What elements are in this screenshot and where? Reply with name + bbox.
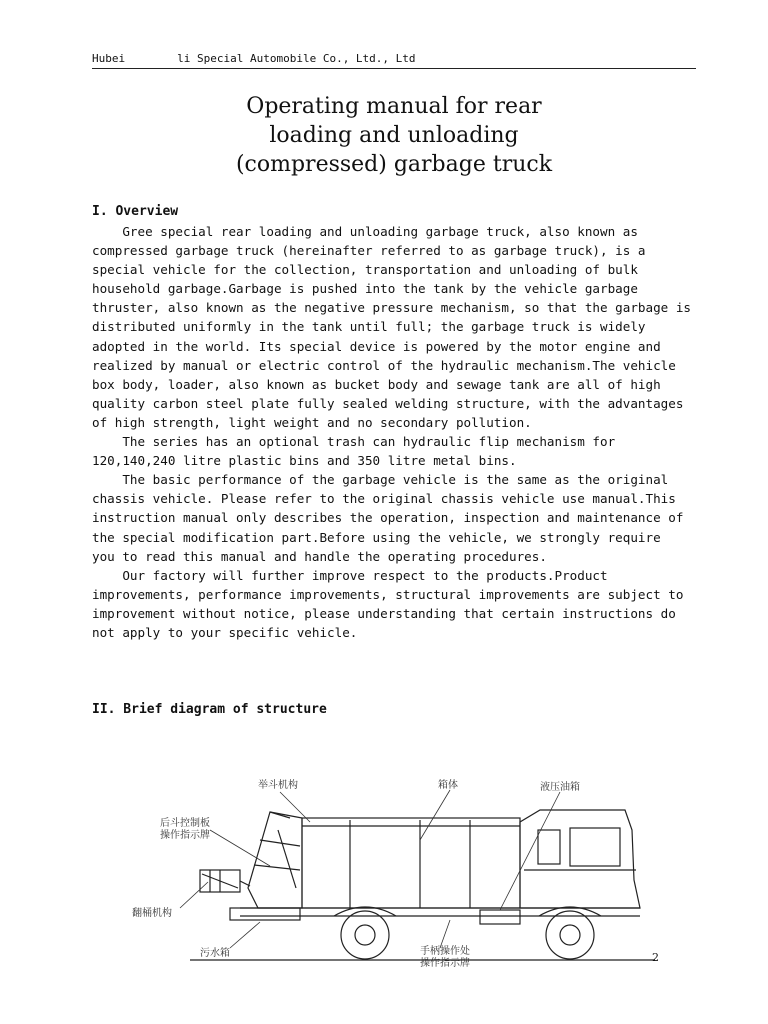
garbage-truck-diagram [120, 770, 660, 980]
body-line: The series has an optional trash can hydraulic flip mechanism for [92, 434, 616, 450]
body-line: you to read this manual and handle the operating procedures. [92, 548, 547, 564]
label-lift-mechanism: 举斗机构 [258, 780, 298, 791]
truck-line-drawing [120, 770, 660, 980]
body-line: chassis vehicle. Please refer to the original chassis vehicle use manual.This [92, 491, 676, 507]
body-line: adopted in the world. Its special device is powered by the motor engine and [92, 338, 661, 354]
document-title [92, 92, 696, 179]
rear-wheel [341, 911, 389, 959]
label-rear-control-panel: 后斗控制板 [160, 818, 210, 829]
rear-loader [248, 812, 302, 908]
body-line: 120,140,240 litre plastic bins and 350 litre metal bins. [92, 453, 517, 469]
overview-body [92, 222, 704, 642]
hydraulic-tank [480, 910, 520, 924]
title-line-1: Operating manual for rear [246, 94, 542, 119]
box-body [302, 818, 520, 908]
body-line: box body, loader, also known as bucket body and sewage tank are all of high [92, 376, 661, 392]
header-right: li Special Automobile Co., Ltd., Ltd [177, 52, 416, 65]
label-rear-control-sign: 操作指示牌 [160, 830, 210, 841]
body-line: thruster, also known as the negative pressure mechanism, so that the garbage is [92, 300, 691, 316]
body-line: instruction manual only describes the operation, inspection and maintenance of [92, 510, 684, 526]
label-bin-flip: 翻桶机构 [132, 908, 172, 919]
running-header [92, 52, 696, 65]
body-line: distributed uniformly in the tank until full; the garbage truck is widely [92, 319, 646, 335]
body-line: not apply to your specific vehicle. [92, 624, 358, 640]
body-line: improvement without notice, please understanding that certain instructions do [92, 605, 676, 621]
body-line: The basic performance of the garbage vehicle is the same as the original [92, 472, 669, 488]
front-wheel [546, 911, 594, 959]
sewage-tank [230, 908, 300, 920]
label-sewage-tank: 污水箱 [200, 948, 230, 959]
body-line: quality carbon steel plate fully sealed welding structure, with the advantages [92, 395, 684, 411]
header-rule [92, 68, 696, 69]
title-line-2: loading and unloading [269, 123, 519, 148]
body-line: Gree special rear loading and unloading garbage truck, also known as [92, 224, 638, 239]
cab-window [570, 828, 620, 866]
body-line: Our factory will further improve respect to the products.Product [92, 567, 608, 583]
body-line: the special modification part.Before using the vehicle, we strongly require [92, 529, 661, 545]
label-hydraulic-tank: 液压油箱 [540, 782, 580, 793]
body-line: special vehicle for the collection, transportation and unloading of bulk [92, 262, 638, 278]
page-number: 2 [652, 951, 659, 964]
section-heading-overview: I. Overview [92, 204, 179, 219]
title-line-3: (compressed) garbage truck [235, 152, 553, 177]
body-line: realized by manual or electric control of the hydraulic mechanism.The vehicle [92, 357, 676, 373]
body-line: of high strength, light weight and no secondary pollution. [92, 414, 532, 430]
label-box-body: 箱体 [438, 780, 458, 791]
header-left: Hubei [92, 52, 126, 65]
label-handle-sign: 操作指示牌 [420, 958, 470, 969]
section-heading-structure: II. Brief diagram of structure [92, 702, 327, 717]
label-handle-operation: 手柄操作处 [420, 946, 470, 957]
body-line: household garbage.Garbage is pushed into the tank by the vehicle garbage [92, 281, 638, 297]
body-line: improvements, performance improvements, structural improvements are subject to [92, 586, 684, 602]
body-line: compressed garbage truck (hereinafter referred to as garbage truck), is a [92, 243, 646, 259]
